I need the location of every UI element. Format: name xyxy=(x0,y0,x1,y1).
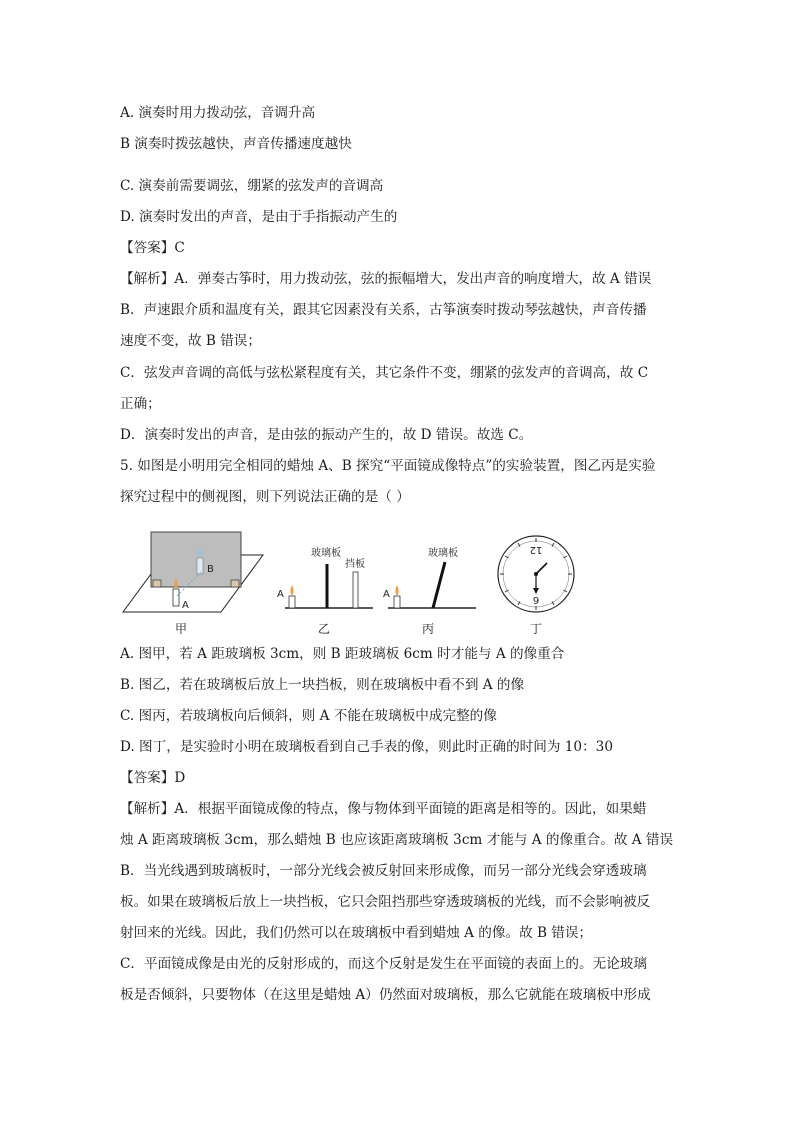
figure-yi xyxy=(277,546,373,608)
bing-label-glass: 玻璃板 xyxy=(428,548,458,559)
yi-label-shield: 挡板 xyxy=(345,559,365,570)
q5-analysis-line: 烛 A 距离玻璃板 3cm，那么蜡烛 B 也应该距离玻璃板 3cm 才能与 A 的像重合。故 A 错误 xyxy=(120,832,674,848)
caption-bing: 丙 xyxy=(422,622,435,636)
caption-ding: 丁 xyxy=(530,622,543,636)
figure-bing xyxy=(383,546,476,608)
q4-analysis-line: 【解析】A．弹奏古筝时，用力拨动弦，弦的振幅增大，发出声音的响度增大，故 A 错误 xyxy=(120,271,652,287)
q5-figure xyxy=(115,530,695,640)
q4-analysis-line: C．弦发声音调的高低与弦松紧程度有关，其它条件不变，绷紧的弦发声的音调高，故 C xyxy=(120,365,649,381)
jia-label-a: A xyxy=(182,600,189,611)
q5-analysis-line: C．平面镜成像是由光的反射形成的，而这个反射是发生在平面镜的表面上的。无论玻璃 xyxy=(120,956,647,972)
q5-option-b: B. 图乙，若在玻璃板后放上一块挡板，则在玻璃板中看不到 A 的像 xyxy=(120,677,525,693)
q4-answer: 【答案】C xyxy=(120,240,185,256)
caption-yi: 乙 xyxy=(318,622,331,636)
q5-analysis-line: 射回来的光线。因此，我们仍然可以在玻璃板中看到蜡烛 A 的像。故 B 错误； xyxy=(120,925,593,941)
q5-answer: 【答案】D xyxy=(120,770,186,786)
q5-option-d: D. 图丁，是实验时小明在玻璃板看到自己手表的像，则此时正确的时间为 10：30 xyxy=(120,739,613,755)
figure-ding-clock xyxy=(498,536,574,612)
q4-analysis-line: 速度不变，故 B 错误； xyxy=(120,333,261,349)
q5-option-c: C. 图丙，若玻璃板向后倾斜，则 A 不能在玻璃板中成完整的像 xyxy=(120,708,497,724)
jia-label-b: B xyxy=(207,564,214,575)
q5-stem-continued: 探究过程中的侧视图，则下列说法正确的是（ ） xyxy=(120,489,410,505)
q4-analysis-line: B．声速跟介质和温度有关，跟其它因素没有关系，古筝演奏时拨动琴弦越快，声音传播 xyxy=(120,302,647,318)
figure-jia xyxy=(123,532,263,612)
q5-figure-drawing xyxy=(115,530,695,640)
q4-option-b: B 演奏时拨弦越快，声音传播速度越快 xyxy=(120,136,352,152)
q5-analysis-line: 板。如果在玻璃板后放上一块挡板，它只会阻挡那些穿透玻璃板的光线，而不会影响被反 xyxy=(120,894,651,910)
bing-label-a: A xyxy=(383,589,390,600)
yi-label-glass: 玻璃板 xyxy=(311,548,341,559)
q5-analysis-line: B．当光线遇到玻璃板时，一部分光线会被反射回来形成像，而另一部分光线会穿透玻璃 xyxy=(120,863,647,879)
q4-analysis-line: 正确； xyxy=(120,396,161,412)
q5-option-a: A. 图甲，若 A 距玻璃板 3cm，则 B 距玻璃板 6cm 时才能与 A 的像重合 xyxy=(120,646,565,662)
caption-jia: 甲 xyxy=(175,622,188,636)
q5-analysis-line: 【解析】A．根据平面镜成像的特点，像与物体到平面镜的距离是相等的。因此，如果蜡 xyxy=(120,801,647,817)
q4-analysis-line: D．演奏时发出的声音，是由弦的振动产生的，故 D 错误。故选 C。 xyxy=(120,427,533,443)
clock-6-mirrored: 6 xyxy=(532,594,540,605)
yi-label-a: A xyxy=(277,589,284,600)
q4-option-c: C. 演奏前需要调弦，绷紧的弦发声的音调高 xyxy=(120,178,384,194)
q5-analysis-line: 板是否倾斜，只要物体（在这里是蜡烛 A）仍然面对玻璃板，那么它就能在玻璃板中形成 xyxy=(120,987,651,1003)
q4-option-d: D. 演奏时发出的声音，是由于手指振动产生的 xyxy=(120,209,398,225)
q4-option-a: A. 演奏时用力拨动弦，音调升高 xyxy=(120,105,316,121)
clock-12-mirrored: 12 xyxy=(529,544,543,555)
q5-stem: 5. 如图是小明用完全相同的蜡烛 A、B 探究“平面镜成像特点”的实验装置，图乙丙是实验 xyxy=(120,458,656,474)
